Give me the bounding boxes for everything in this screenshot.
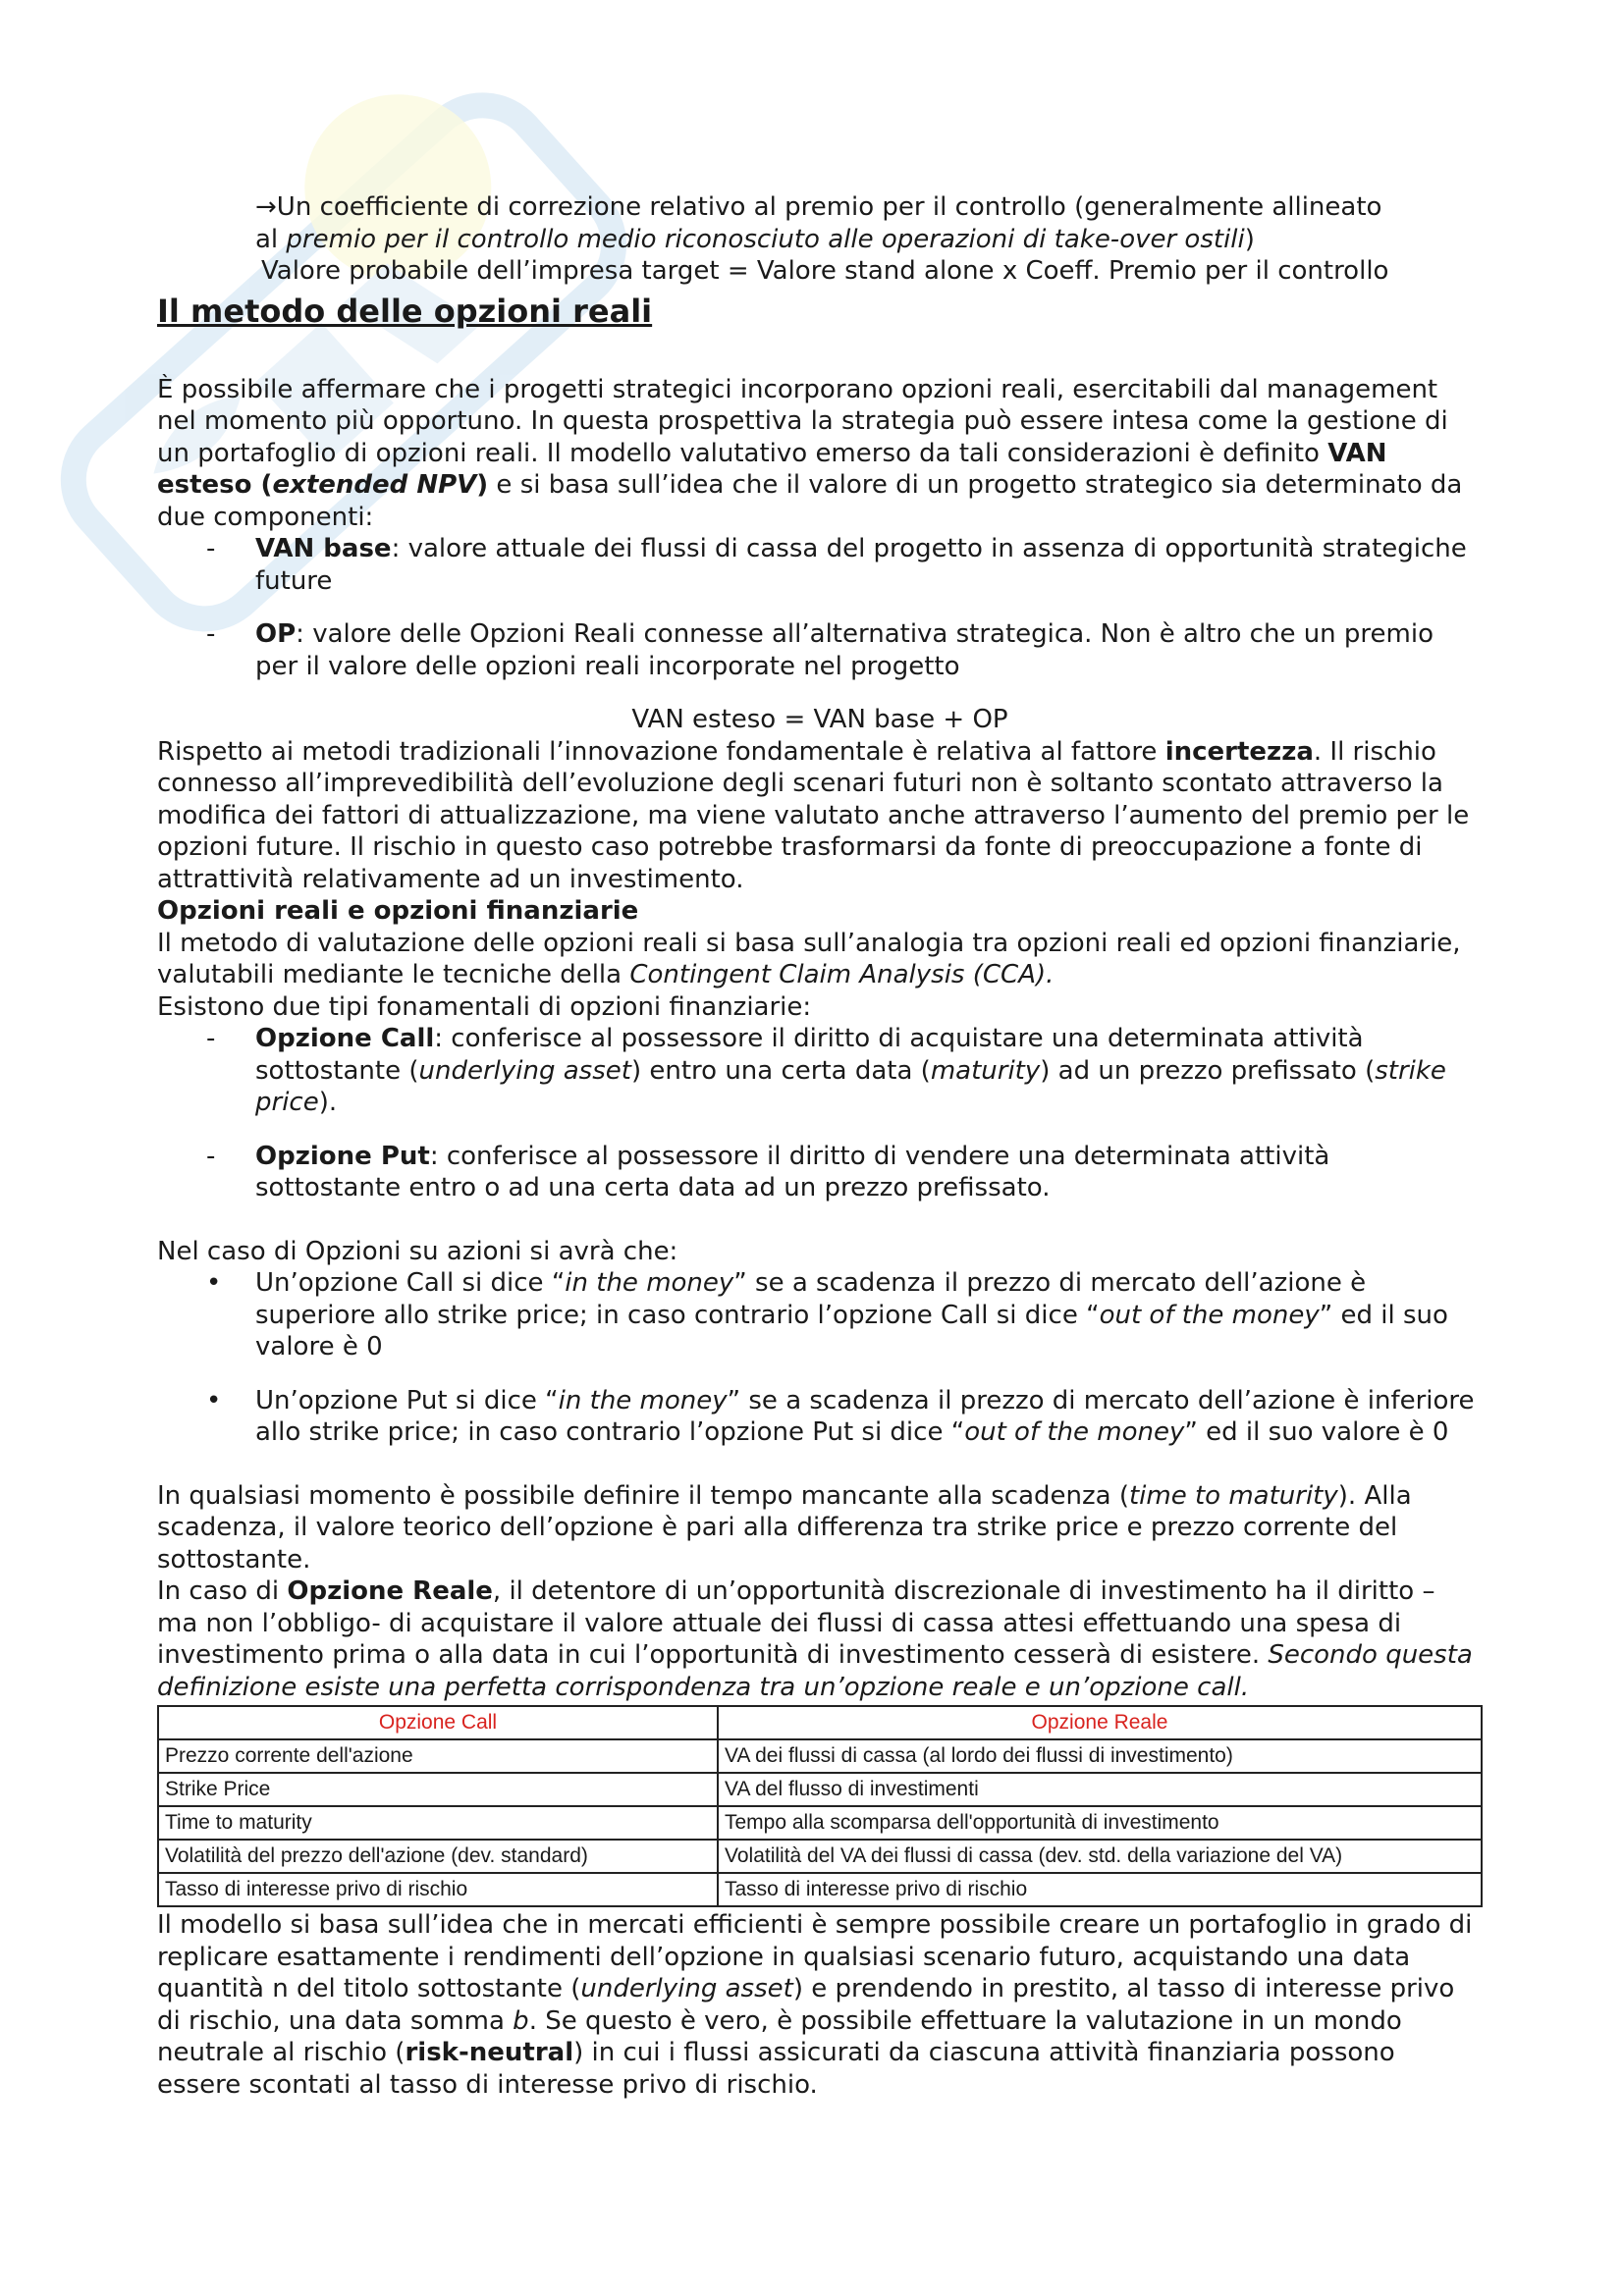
paragraph-azioni: Nel caso di Opzioni su azioni si avrà che: (157, 1236, 678, 1266)
paragraph-risk-neutral: Il modello si basa sull’idea che in mercati efficienti è sempre possibile creare un portafoglio in grado di replicare esattamente i rendimenti dell’opzione in qualsiasi scenario futuro, acquistando una data quantità n del titolo sottostante (underlying asset) e prendendo in prestito, al tasso di interesse privo di rischio, una data somma b. Se questo è vero, è possibile effettuare la valutazione in un mondo neutrale al rischio (risk-neutral) in cui i flussi assicurati da ciascuna attività finanziaria possono essere scontati al tasso di interesse privo di rischio. (157, 1910, 1473, 2100)
paragraph-tipi: Esistono due tipi fonamentali di opzioni finanziarie: (157, 991, 812, 1022)
table-row: Prezzo corrente dell'azione VA dei flussi di cassa (al lordo dei flussi di investimento) (158, 1739, 1482, 1773)
intro-arrow-line: →Un coefficiente di correzione relativo al premio per il controllo (generalmente allineato (255, 192, 1382, 222)
bullet-item: • Un’opzione Put si dice “in the money” se a scadenza il prezzo di mercato dell’azione è inferiore allo strike price; in caso contrario l’opzione Put si dice “out of the money” ed il suo valore è 0 (206, 1385, 1475, 1447)
paragraph-incertezza: Rispetto ai metodi tradizionali l’innovazione fondamentale è relativa al fattore incertezza. Il rischio connesso all’imprevedibilità dell’evoluzione degli scenari futuri non è soltanto scontato attraverso la modifica dei fattori di attualizzazione, ma viene valutato anche attraverso l’aumento del premio per le opzioni future. Il rischio in questo caso potrebbe trasformarsi da fonte di preoccupazione a fonte di attrattività relativamente ad un investimento. (157, 736, 1470, 894)
paragraph-scadenza: In qualsiasi momento è possibile definire il tempo mancante alla scadenza (time to maturity). Alla scadenza, il valore teorico dell’opzione è pari alla differenza tra strike price e prezzo corrente del sottostante. (157, 1480, 1412, 1575)
paragraph-analogia: Il metodo di valutazione delle opzioni reali si basa sull’analogia tra opzioni reali ed opzioni finanziarie, valutabili mediante le tecniche della Contingent Claim Analysis (CCA). (157, 928, 1461, 989)
right-arrow-icon: → (255, 192, 277, 222)
formula-van-esteso: VAN esteso = VAN base + OP (631, 705, 1008, 734)
subheading: Opzioni reali e opzioni finanziarie (157, 896, 639, 926)
document-page (157, 191, 1483, 2101)
list-item: - Opzione Put: conferisce al possessore il diritto di vendere una determinata attività sottostante entro o ad una certa data ad un prezzo prefissato. (206, 1141, 1330, 1202)
intro-continuation: al premio per il controllo medio riconosciuto alle operazioni di take-over ostili) (255, 224, 1255, 254)
bullet-item: • Un’opzione Call si dice “in the money” se a scadenza il prezzo di mercato dell’azione è superiore allo strike price; in caso contrario l’opzione Call si dice “out of the money” ed il suo valore è 0 (206, 1268, 1448, 1362)
table-row: Strike Price VA del flusso di investimenti (158, 1773, 1482, 1806)
paragraph-intro: È possibile affermare che i progetti strategici incorporano opzioni reali, esercitabili dal management nel momento più opportuno. In questa prospettiva la strategia può essere intesa come la gestione di un portafoglio di opzioni reali. Il modello valutativo emerso da tali considerazioni è definito VAN esteso (extended NPV) e si basa sull’idea che il valore di un progetto strategico sia determinato da due componenti: (157, 374, 1463, 532)
section-heading: Il metodo delle opzioni reali (157, 292, 653, 330)
table-row: Volatilità del prezzo dell'azione (dev. standard) Volatilità del VA dei flussi di cassa (dev. std. della variazione del VA) (158, 1840, 1482, 1873)
list-item: - Opzione Call: conferisce al possessore il diritto di acquistare una determinata attività sottostante (underlying asset) entro una certa data (maturity) ad un prezzo prefissato (strike price). (206, 1024, 1446, 1117)
comparison-table (157, 1705, 1483, 1907)
table-header-cell: Opzione Call (158, 1706, 718, 1739)
table-header-row (158, 1706, 1482, 1739)
table-row: Tasso di interesse privo di rischio Tasso di interesse privo di rischio (158, 1873, 1482, 1906)
intro-formula: Valore probabile dell’impresa target = Valore stand alone x Coeff. Premio per il controllo (261, 256, 1389, 286)
list-item: - VAN base: valore attuale dei flussi di cassa del progetto in assenza di opportunità strategiche future (206, 534, 1467, 596)
paragraph-opzione-reale: In caso di Opzione Reale, il detentore di un’opportunità discrezionale di investimento ha il diritto – ma non l’obbligo- di acquistare il valore attuale dei flussi di cassa attesi effettuando una spesa di investimento prima o alla data in cui l’opportunità di investimento cesserà di esistere. Secondo questa definizione esiste una perfetta corrispondenza tra un’opzione reale e un’opzione call. (157, 1576, 1473, 1702)
table-header-cell: Opzione Reale (718, 1706, 1482, 1739)
list-item: - OP: valore delle Opzioni Reali connesse all’alternativa strategica. Non è altro che un premio per il valore delle opzioni reali incorporate nel progetto (206, 619, 1434, 681)
table-row: Time to maturity Tempo alla scomparsa dell'opportunità di investimento (158, 1806, 1482, 1840)
